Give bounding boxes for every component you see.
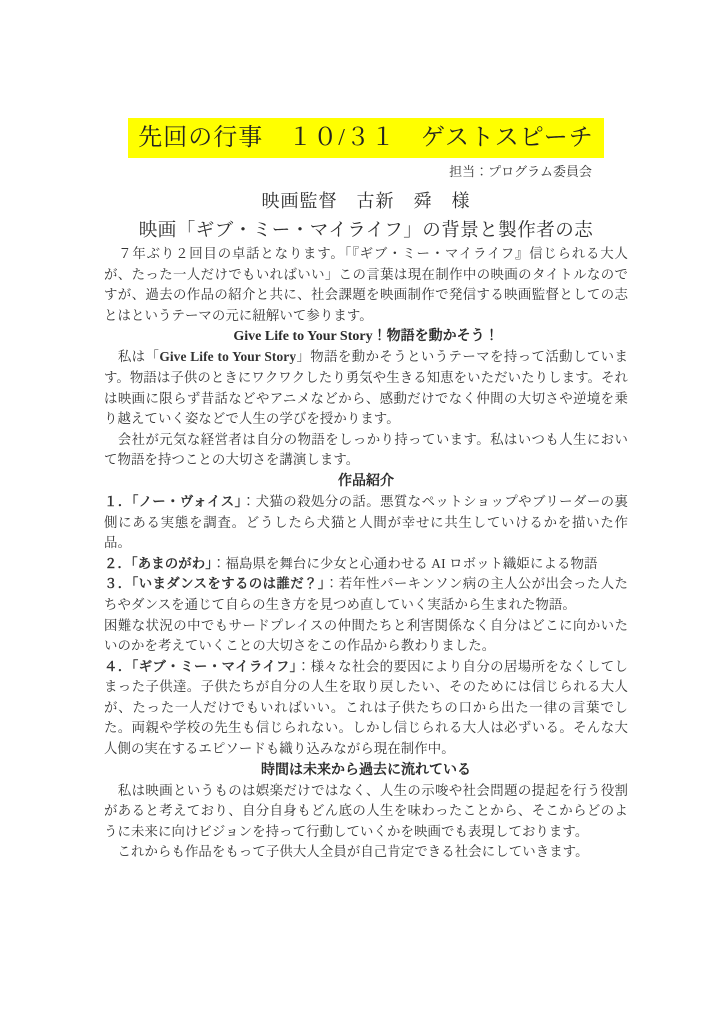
speaker-name-line: 映画監督 古新 舜 様: [261, 191, 471, 211]
page-title: 先回の行事 １０/３１ ゲストスピーチ: [128, 118, 604, 158]
section-heading-give-life: Give Life to Your Story！物語を動かそう！: [233, 329, 499, 345]
work-item-1-title: １．「ノー・ヴォイス」: [104, 493, 242, 509]
work-item-4-desc: ：様々な社会的要因により自分の居場所をなくしてしまった子供達。子供たちが自分の人生を取り戻したい、そのためには信じられる大人が、たった一人だけでもいればいい。これは子供たちの口から出た一律の言葉でした。両親や学校の先生も信じられない。しかし信じられる大人は必ずいる。そんな大人側の実在するエピソードも織り込みながら現在制作中。: [104, 658, 629, 757]
work-item-2-desc: ：福島県を舞台に少女と心通わせる AI ロボット織姫による物語: [212, 555, 598, 571]
give-life-p1-pre: 私は「: [104, 349, 160, 365]
work-item-1-desc: ：犬猫の殺処分の話。悪質なペットショップやブリーダーの裏側にある実態を調査。どうしたら犬猫と人間が幸せに共生していけるかを描いた作品。: [104, 493, 628, 551]
give-life-p1-bold: Give Life to Your Story: [159, 349, 297, 365]
title-row: [104, 118, 628, 158]
work-item-4: [104, 657, 628, 760]
work-item-1: [104, 492, 628, 554]
time-paragraph-1: 私は映画というものは娯楽だけではなく、人生の示唆や社会問題の提起を行う役割があると考えており、自分自身もどん底の人生を味わったことから、そこからどのように未来に向けビジョンを持って行動していくかを映画でも表現しております。: [104, 782, 628, 839]
work-item-3-note: 困難な状況の中でもサードプレイスの仲間たちと利害関係なく自分はどこに向かいたいのかを考えていくことの大切さをこの作品から教わりました。: [104, 617, 628, 654]
work-item-3: [104, 574, 628, 615]
work-item-2-title: ２．「あまのがわ」: [104, 555, 213, 571]
intro-paragraph: ７年ぶり２回目の卓話となります。「『ギブ・ミー・マイライフ』信じられる大人が、たった一人だけでもいればいい」この言葉は現在制作中の映画のタイトルなのですが、過去の作品の紹介と共に、社会課題を映画制作で発信する映画監督としての志とはというテーマの元に紐解いて参ります。: [104, 246, 628, 323]
byline: 担当：プログラム委員会: [449, 164, 592, 179]
time-paragraph-2: これからも作品をもって子供大人全員が自己肯定できる社会にしていきます。: [104, 844, 589, 860]
work-item-2: [104, 554, 628, 575]
work-item-3-desc: ：若年性パーキンソン病の主人公が出会った人たちやダンスを通じて自らの生き方を見つめ直していく実話から生まれた物語。: [104, 576, 628, 612]
work-item-3-title: ３．「いまダンスをするのは誰だ？」: [104, 576, 325, 592]
section-heading-works: 作品紹介: [338, 473, 394, 489]
work-item-4-title: ４．「ギブ・ミー・マイライフ」: [104, 658, 297, 674]
give-life-paragraph-2: 会社が元気な経営者は自分の物語をしっかり持っています。私はいつも人生において物語を持つことの大切さを講演します。: [104, 431, 628, 468]
give-life-paragraph-1: [104, 347, 628, 429]
give-life-p1-post: 」物語を動かそうというテーマを持って活動しています。物語は子供のときにワクワクしたり勇気や生きる知恵をいただいたりします。それは映画に限らず昔話などやアニメなどから、感動だけでなく仲間の大切さや逆境を乗り越えていく姿などで人生の学びを授かります。: [104, 349, 628, 427]
speech-topic-line: 映画「ギブ・ミー・マイライフ」の背景と製作者の志: [138, 221, 594, 241]
section-heading-time: 時間は未来から過去に流れている: [261, 762, 471, 778]
